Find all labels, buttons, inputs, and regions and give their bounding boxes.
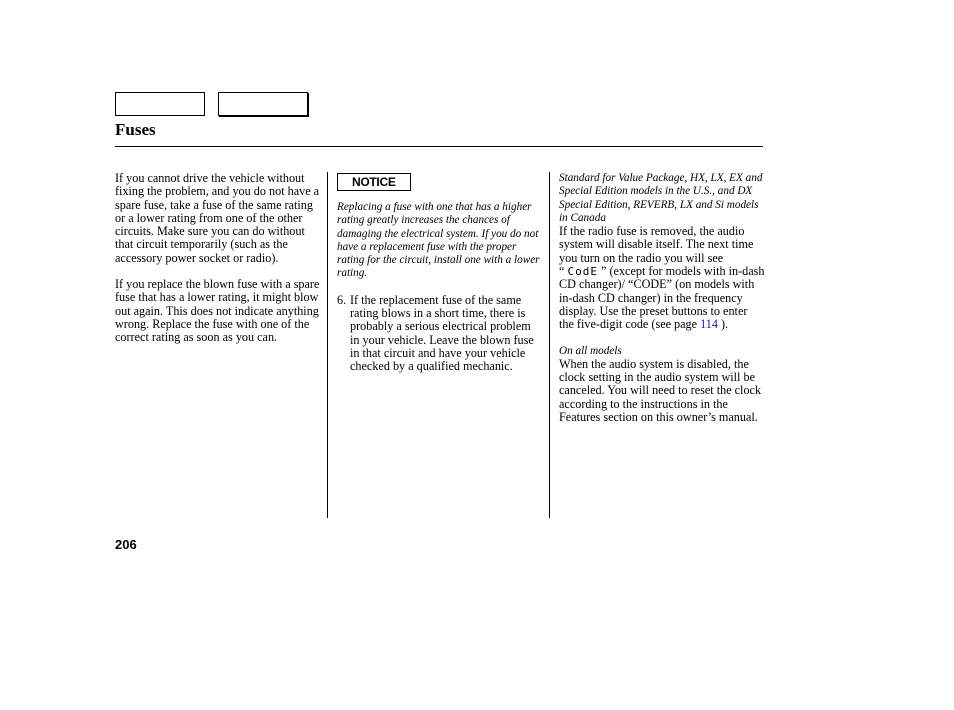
nav-button-index[interactable] [218,92,308,116]
column-divider-1 [327,172,328,518]
paragraph-lower-rating: If you replace the blown fuse with a spare fuse that has a lower rating, it might blow out again. This does not indicate anything wrong. Replace the fuse with one of the correct rating as soon as you can. [115,277,320,345]
column-middle [337,172,543,374]
step-item [337,294,543,374]
paragraph-radio-fuse: If the radio fuse is removed, the audio system will disable itself. The next time you turn on the radio you will see “ CodE ” (except for models with in-dash CD changer)/ “CODE” (on models with in-dash CD changer) in the frequency display. Use the preset buttons to enter the five-digit code (see page 114 ). [559,224,765,332]
page-number: 206 [115,537,137,552]
page-title: Fuses [115,120,156,139]
column-right [559,172,765,424]
column-divider-2 [549,172,550,518]
code-display-glyph: CodE [567,265,598,279]
all-models-note: On all models [559,344,622,357]
notice-badge: NOTICE [337,173,411,191]
step-text: If the replacement fuse of the same rating blows in a short time, there is probably a serious electrical problem in your vehicle. Leave the blown fuse in that circuit and have your vehicle checked by a qualified mechanic. [350,292,534,374]
step-number: 6. [337,292,347,307]
models-note: Standard for Value Package, HX, LX, EX and Special Edition models in the U.S., and DX Special Edition, REVERB, LX and Si models in Canada [559,172,763,224]
paragraph-clock-reset: When the audio system is disabled, the clock setting in the audio system will be canceled. You will need to reset the clock according to the instructions in the Features section on this owner’s manual. [559,356,762,425]
paragraph-spare-fuse: If you cannot drive the vehicle without fixing the problem, and you do not have a spare fuse, take a fuse of the same rating or a lower rating from one of the other circuits. Make sure you can do without that circuit temporarily (such as the accessory power socket or radio). [115,171,320,265]
nav-button-main-menu[interactable] [115,92,205,116]
column-left [115,172,321,345]
notice-text: Replacing a fuse with one that has a higher rating greatly increases the chances of damaging the electrical system. If you do not have a replacement fuse with the proper rating for the circuit, install one with a lower rating. [337,201,540,280]
title-divider [115,146,763,147]
page-reference-link[interactable]: 114 [700,317,718,332]
